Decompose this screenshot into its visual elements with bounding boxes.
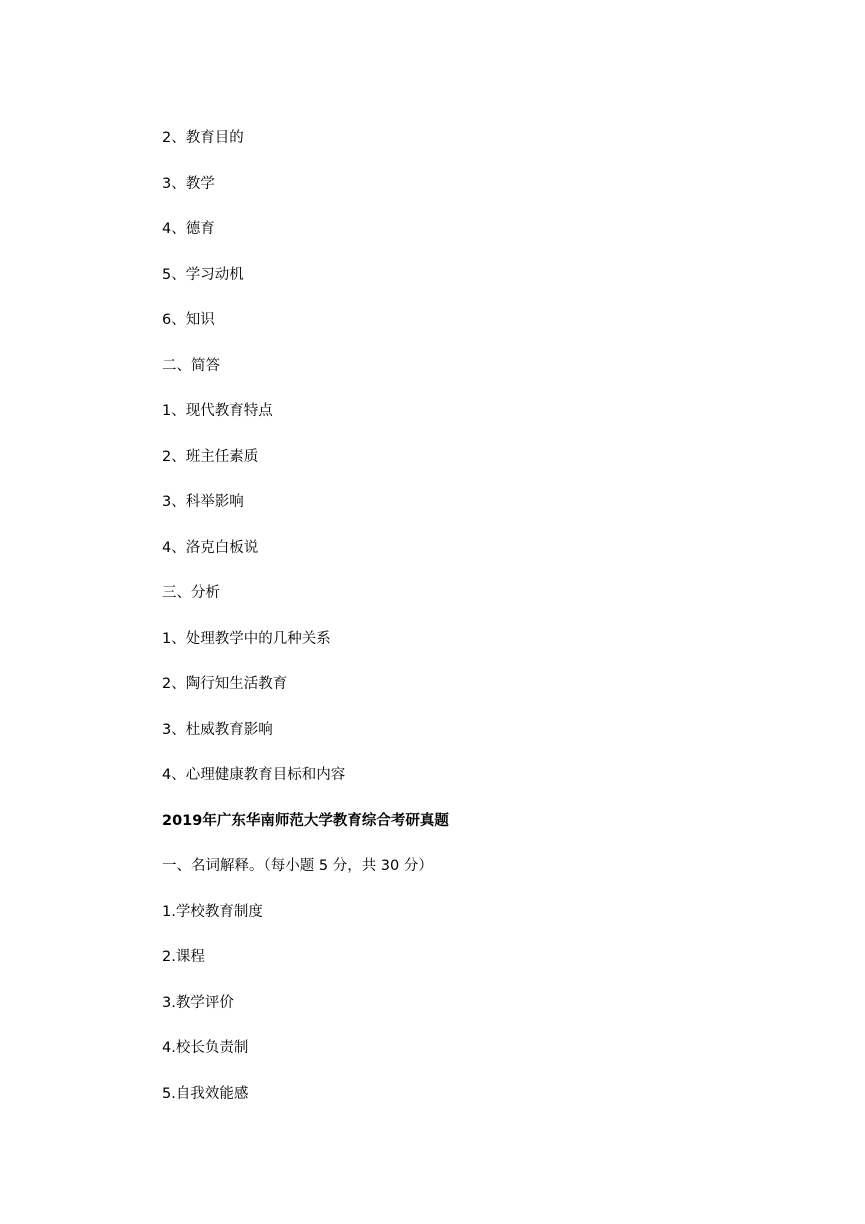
- question-item: 3、科举影响: [162, 494, 244, 510]
- question-item: 2、陶行知生活教育: [162, 676, 288, 692]
- term-item: 5、学习动机: [162, 266, 244, 283]
- section-heading: 一、名词解释。（每小题 5 分，共 30 分）: [162, 858, 433, 874]
- question-item: 1、现代教育特点: [162, 403, 273, 419]
- term-item: 3.教学评价: [162, 994, 234, 1011]
- question-item: 2、班主任素质: [162, 448, 259, 465]
- section-heading: 三、分析: [162, 585, 220, 601]
- term-item: 2.课程: [162, 949, 205, 965]
- term-item: 6、知识: [162, 312, 215, 328]
- term-item: 5.自我效能感: [162, 1085, 249, 1102]
- term-item: 3、教学: [162, 175, 215, 192]
- term-item: 4.校长负责制: [162, 1040, 249, 1056]
- question-item: 4、洛克白板说: [162, 539, 259, 556]
- question-item: 1、处理教学中的几种关系: [162, 630, 331, 647]
- term-item: 1.学校教育制度: [162, 903, 263, 920]
- question-item: 3、杜威教育影响: [162, 721, 273, 738]
- term-item: 2、教育目的: [162, 130, 244, 146]
- document-body: [162, 128, 782, 1129]
- section-heading: 二、简答: [162, 357, 220, 374]
- term-item: 4、德育: [162, 221, 215, 237]
- question-item: 4、心理健康教育目标和内容: [162, 767, 346, 783]
- exam-title: 2019年广东华南师范大学教育综合考研真题: [162, 812, 449, 829]
